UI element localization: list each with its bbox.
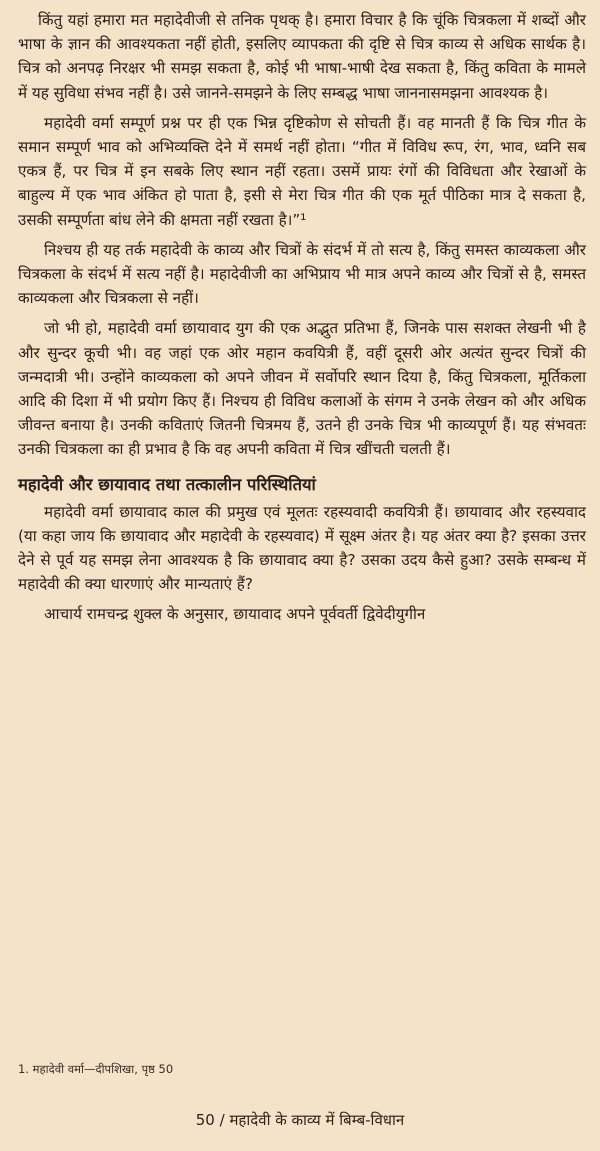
paragraph-6: आचार्य रामचन्द्र शुक्ल के अनुसार, छायावाद अपने पूर्ववर्ती द्विवेदीयुगीन — [44, 605, 426, 624]
paragraph-4: जो भी हो, महादेवी वर्मा छायावाद युग की एक अद्भुत प्रतिभा हैं, जिनके पास सशक्त लेखनी भी है और सुन्दर कूची भी। वह जहां एक ओर महान कवयित्री हैं, वहीं दूसरी ओर अत्यंत सुन्दर चित्रों की जन्मदात्री भी। उन्होंने काव्यकला को अपने जीवन में सर्वोपरि स्थान दिया है, किंतु चित्रकला, मूर्तिकला आदि की दिशा में भी प्रयोग किए हैं। निश्चय ही विविध कलाओं के संगम ने उनके लेखन को और अधिक जीवन्त बनाया है। उनकी कविताएं जितनी चित्रमय हैं, उतने ही उनके चित्र भी काव्यपूर्ण हैं। यह संभवतः उनकी चित्रकला का ही प्रभाव है कि वह अपनी कविता में चित्र खींचती चलती हैं। — [18, 319, 586, 459]
paragraph-3: निश्चय ही यह तर्क महादेवी के काव्य और चित्रों के संदर्भ में तो सत्य है, किंतु समस्त काव्यकला और चित्रकला के संदर्भ में सत्य नहीं है। महादेवीजी का अभिप्राय भी मात्र अपने काव्य और चित्रों से है, समस्त काव्यकला और चित्रकला से नहीं। — [18, 240, 586, 308]
section-heading: महादेवी और छायावाद तथा तत्कालीन परिस्थितियां — [18, 474, 316, 494]
page-footer: 50 / महादेवी के काव्य में बिम्ब-विधान — [195, 1111, 405, 1129]
paragraph-5: महादेवी वर्मा छायावाद काल की प्रमुख एवं मूलतः रहस्यवादी कवयित्री हैं। छायावाद और रहस्यवाद (या कहा जाय कि छायावाद और महादेवी के रहस्यवाद) में सूक्ष्म अंतर है। यह अंतर क्या है? इसका उत्तर देने से पूर्व यह समझ लेना आवश्यक है कि छायावाद क्या है? उसका उदय कैसे हुआ? उसके सम्बन्ध में महादेवी की क्या धारणाएं और मान्यताएं हैं? — [18, 502, 586, 594]
paragraph-1: किंतु यहां हमारा मत महादेवीजी से तनिक पृथक् है। हमारा विचार है कि चूंकि चित्रकला में शब्दों और भाषा के ज्ञान की आवश्यकता नहीं होती, इसलिए व्यापकता की दृष्टि से चित्र काव्य से अधिक सार्थक है। चित्र को अनपढ़ निरक्षर भी समझ सकता है, कोई भी भाषा-भाषी देख सकता है, किंतु कविता के मामले में यह सुविधा संभव नहीं है। उसे जानने-समझने के लिए सम्बद्ध भाषा जाननासमझना आवश्यक है। — [18, 11, 586, 102]
footnote: 1. महादेवी वर्मा—दीपशिखा, पृष्ठ 50 — [18, 1062, 174, 1076]
paragraph-2: महादेवी वर्मा सम्पूर्ण प्रश्न पर ही एक भिन्न दृष्टिकोण से सोचती हैं। वह मानती हैं कि चित्र गीत के समान सम्पूर्ण भाव को अभिव्यक्ति देने में समर्थ नहीं होता। “गीत में विविध रूप, रंग, भाव, ध्वनि सब एकत्र हैं, पर चित्र में इन सबके लिए स्थान नहीं रहता। उसमें प्रायः रंगों की विविधता और रेखाओं के बाहुल्य में एक भाव अंकित हो पाता है, इसी से मेरा चित्र गीत की एक मूर्त पीठिका मात्र दे सकता है, उसकी सम्पूर्णता बांध लेने की क्षमता नहीं रखता है।”¹ — [18, 113, 586, 229]
